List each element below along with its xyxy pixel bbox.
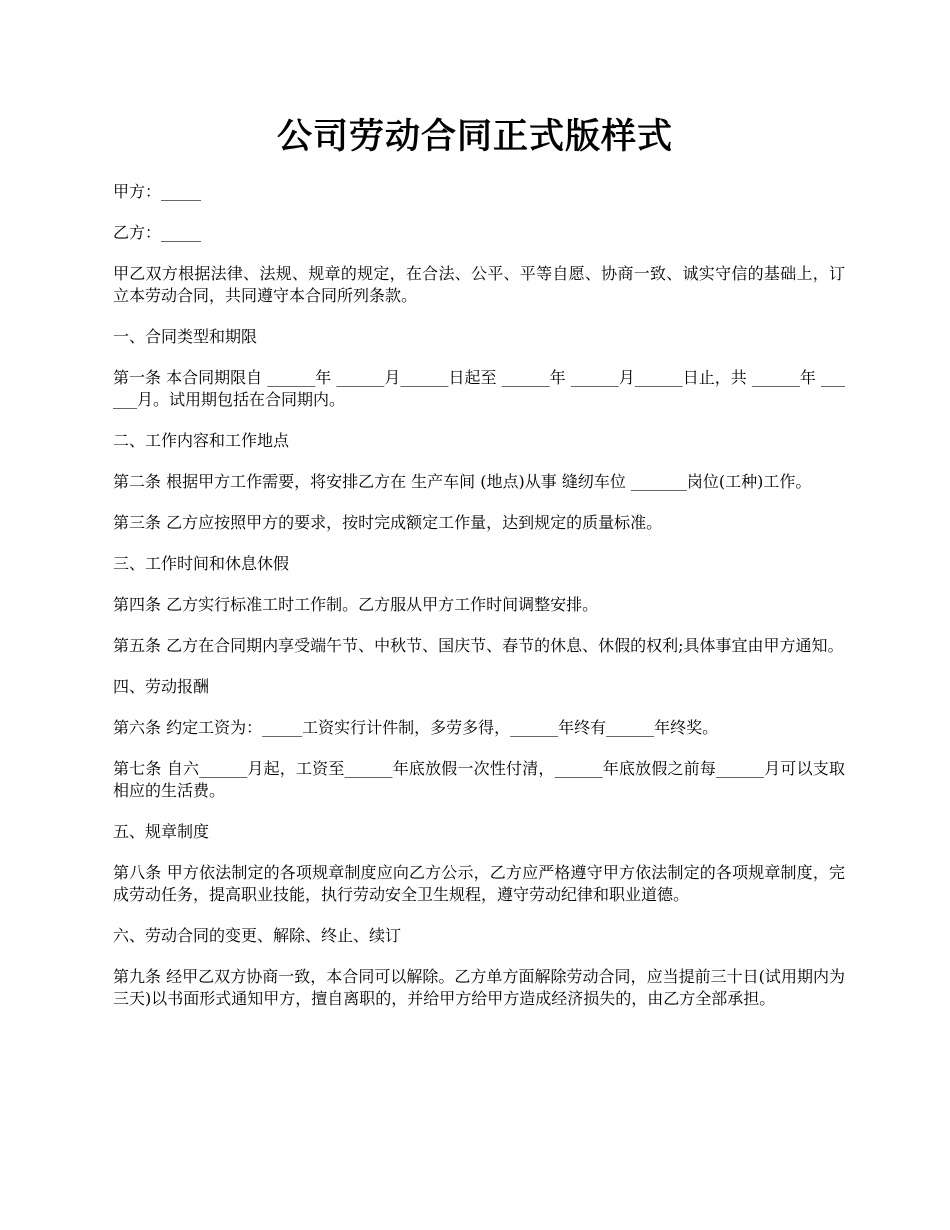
section-heading-2: 二、工作内容和工作地点 bbox=[113, 431, 290, 450]
document-body bbox=[113, 181, 845, 1029]
article-3: 第三条 乙方应按照甲方的要求，按时完成额定工作量，达到规定的质量标准。 bbox=[113, 513, 663, 532]
article-8: 第八条 甲方依法制定的各项规章制度应向乙方公示，乙方应严格遵守甲方依法制定的各项规章制度，完成劳动任务，提高职业技能，执行劳动安全卫生规程，遵守劳动纪律和职业道德。 bbox=[113, 863, 845, 904]
article-2: 第二条 根据甲方工作需要，将安排乙方在 生产车间 (地点)从事 缝纫车位 _______岗位(工种)工作。 bbox=[113, 472, 812, 491]
section-heading-1: 一、合同类型和期限 bbox=[113, 327, 258, 346]
section-heading-6: 六、劳动合同的变更、解除、终止、续订 bbox=[113, 926, 402, 945]
section-heading-5: 五、规章制度 bbox=[113, 822, 210, 841]
party-a-line: 甲方：_____ bbox=[113, 182, 202, 201]
article-7: 第七条 自六______月起，工资至______年底放假一次性付清，______年底放假之前每______月可以支取相应的生活费。 bbox=[113, 759, 845, 800]
article-9: 第九条 经甲乙双方协商一致，本合同可以解除。乙方单方面解除劳动合同，应当提前三十日(试用期内为三天)以书面形式通知甲方，擅自离职的，并给甲方给甲方造成经济损失的，由乙方全部承担。 bbox=[113, 967, 845, 1008]
article-4: 第四条 乙方实行标准工时工作制。乙方服从甲方工作时间调整安排。 bbox=[113, 595, 599, 614]
party-b-line: 乙方：_____ bbox=[113, 223, 202, 242]
article-6: 第六条 约定工资为：_____工资实行计件制，多劳多得，______年终有______年终奖。 bbox=[113, 718, 719, 737]
section-heading-4: 四、劳动报酬 bbox=[113, 677, 210, 696]
document-title: 公司劳动合同正式版样式 bbox=[276, 117, 673, 157]
article-1: 第一条 本合同期限自 ______年 ______月______日起至 ______年 ______月______日止，共 ______年 ______月。试用期包括在合同期内。 bbox=[113, 368, 845, 409]
preamble-paragraph: 甲乙双方根据法律、法规、规章的规定，在合法、公平、平等自愿、协商一致、诚实守信的基础上，订立本劳动合同，共同遵守本合同所列条款。 bbox=[113, 264, 845, 305]
section-heading-3: 三、工作时间和休息休假 bbox=[113, 554, 290, 573]
article-5: 第五条 乙方在合同期内享受端午节、中秋节、国庆节、春节的休息、休假的权利;具体事宜由甲方通知。 bbox=[113, 636, 844, 655]
